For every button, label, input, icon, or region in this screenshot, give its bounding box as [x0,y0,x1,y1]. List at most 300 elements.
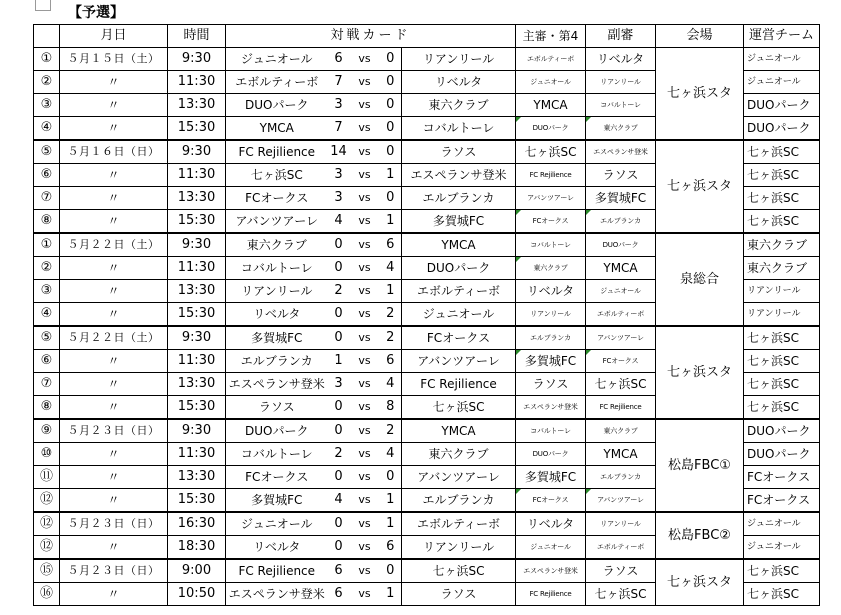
venue: 七ヶ浜スタ [656,48,744,141]
header-asst-ref: 副審 [586,25,656,48]
home-score: 6 [328,48,350,71]
vs-label: vs [350,303,380,327]
assistant-referee: ラソス [586,164,656,187]
home-team: リアンリール [226,280,328,303]
away-score: 0 [380,71,402,94]
match-time: 15:30 [168,489,226,513]
main-referee: リアンリール [516,303,586,327]
match-time: 13:30 [168,280,226,303]
match-number-cell [34,140,60,164]
match-time: 11:30 [168,71,226,94]
match-row [34,419,820,443]
header-row [34,25,820,48]
match-time: 9:30 [168,233,226,257]
away-score: 1 [380,512,402,536]
operating-team: 七ヶ浜SC [744,559,820,583]
away-score: 2 [380,326,402,350]
main-referee: 多賀城FC [516,466,586,489]
match-date: 〃 [60,396,168,420]
away-team: リアンリール [402,536,516,560]
match-number-cell [34,583,60,606]
match-number-cell [34,257,60,280]
home-team: DUOパーク [226,94,328,117]
match-number-cell [34,164,60,187]
match-date: 〃 [60,117,168,141]
match-time: 15:30 [168,303,226,327]
match-time: 11:30 [168,164,226,187]
match-number-cell [34,350,60,373]
assistant-referee: コバルトーレ [586,94,656,117]
away-team: エスペランサ登米 [402,164,516,187]
operating-team: ジュニオール [744,71,820,94]
match-number-cell [34,280,60,303]
away-score: 2 [380,419,402,443]
match-date: ５月２２日（土） [60,233,168,257]
away-team: アバンツアーレ [402,350,516,373]
operating-team: 東六クラブ [744,257,820,280]
operating-team: リアンリール [744,280,820,303]
assistant-referee: エルブランカ [586,210,656,234]
venue: 七ヶ浜スタ [656,559,744,606]
main-referee: FCオークス [516,210,586,234]
match-number-cell [34,512,60,536]
home-score: 7 [328,117,350,141]
home-score: 3 [328,94,350,117]
away-score: 6 [380,536,402,560]
main-referee: DUOパーク [516,117,586,141]
match-number-cell [34,373,60,396]
main-referee: ラソス [516,373,586,396]
away-score: 0 [380,559,402,583]
home-team: エスペランサ登米 [226,373,328,396]
main-referee: DUOパーク [516,443,586,466]
home-team: FCオークス [226,187,328,210]
home-score: 3 [328,373,350,396]
header-number [34,25,60,48]
vs-label: vs [350,489,380,513]
home-team: ジュニオール [226,48,328,71]
home-score: 3 [328,187,350,210]
match-number: ④ [40,120,53,135]
away-team: エボルティーボ [402,280,516,303]
match-number: ⑧ [40,213,53,228]
vs-label: vs [350,536,380,560]
home-score: 4 [328,489,350,513]
vs-label: vs [350,71,380,94]
home-team: リベルタ [226,536,328,560]
away-score: 0 [380,466,402,489]
match-number: ⑦ [40,376,53,391]
away-score: 2 [380,303,402,327]
match-number: ⑪ [39,469,53,484]
match-date: ５月２３日（日） [60,419,168,443]
home-score: 6 [328,583,350,606]
operating-team: FCオークス [744,489,820,513]
match-number-cell [34,71,60,94]
away-score: 0 [380,187,402,210]
away-team: エルブランカ [402,489,516,513]
away-score: 0 [380,140,402,164]
away-team: ジュニオール [402,303,516,327]
main-referee: ジュニオール [516,71,586,94]
assistant-referee: YMCA [586,443,656,466]
away-score: 1 [380,583,402,606]
away-score: 6 [380,233,402,257]
assistant-referee: 東六クラブ [586,419,656,443]
assistant-referee: エボルティーボ [586,303,656,327]
home-team: 多賀城FC [226,489,328,513]
header-date: 月日 [60,25,168,48]
vs-label: vs [350,419,380,443]
away-team: 東六クラブ [402,94,516,117]
match-number-cell [34,466,60,489]
home-score: 0 [328,233,350,257]
main-referee: エボルティーボ [516,48,586,71]
home-team: 東六クラブ [226,233,328,257]
header-match: 対戦カード [226,25,516,48]
match-number-cell [34,489,60,513]
assistant-referee: FC Rejilience [586,396,656,420]
match-date: ５月２２日（土） [60,326,168,350]
header-time: 時間 [168,25,226,48]
match-number-cell [34,303,60,327]
away-score: 0 [380,48,402,71]
away-team: 七ヶ浜SC [402,559,516,583]
match-date: 〃 [60,443,168,466]
assistant-referee: YMCA [586,257,656,280]
match-number-cell [34,117,60,141]
match-number-cell [34,210,60,234]
match-date: 〃 [60,187,168,210]
vs-label: vs [350,512,380,536]
home-score: 7 [328,71,350,94]
match-date: ５月２３日（日） [60,559,168,583]
operating-team: 七ヶ浜SC [744,373,820,396]
main-referee: 七ヶ浜SC [516,140,586,164]
vs-label: vs [350,396,380,420]
match-date: 〃 [60,71,168,94]
assistant-referee: DUOパーク [586,233,656,257]
match-number-cell [34,233,60,257]
match-date: 〃 [60,257,168,280]
away-score: 1 [380,164,402,187]
match-date: 〃 [60,489,168,513]
match-number-cell [34,326,60,350]
match-number: ⑥ [40,167,53,182]
assistant-referee: エスペランサ登米 [586,140,656,164]
main-referee: エルブランカ [516,326,586,350]
match-date: 〃 [60,583,168,606]
home-team: ラソス [226,396,328,420]
vs-label: vs [350,233,380,257]
away-team: DUOパーク [402,257,516,280]
home-score: 0 [328,466,350,489]
match-time: 18:30 [168,536,226,560]
vs-label: vs [350,187,380,210]
match-number: ⑨ [40,423,53,438]
main-referee: アバンツアーレ [516,187,586,210]
header-main-ref: 主審・第4 [516,25,586,48]
match-row [34,559,820,583]
away-team: 東六クラブ [402,443,516,466]
spreadsheet-cell-marker [35,0,51,11]
vs-label: vs [350,210,380,234]
home-score: 2 [328,443,350,466]
away-team: コバルトーレ [402,117,516,141]
match-number: ③ [40,283,53,298]
operating-team: 七ヶ浜SC [744,140,820,164]
match-time: 9:30 [168,326,226,350]
home-team: コバルトーレ [226,443,328,466]
vs-label: vs [350,140,380,164]
match-date: 〃 [60,373,168,396]
away-team: エルブランカ [402,187,516,210]
header-venue: 会場 [656,25,744,48]
match-number: ② [40,260,53,275]
match-number: ① [40,237,53,252]
venue: 泉総合 [656,233,744,326]
match-row [34,140,820,164]
assistant-referee: ラソス [586,559,656,583]
match-number-cell [34,48,60,71]
match-number-cell [34,559,60,583]
match-number: ⑥ [40,353,53,368]
home-score: 2 [328,280,350,303]
match-number: ⑤ [40,330,53,345]
venue: 七ヶ浜スタ [656,140,744,233]
operating-team: 東六クラブ [744,233,820,257]
home-team: FC Rejilience [226,559,328,583]
match-number: ⑧ [40,399,53,414]
away-score: 4 [380,257,402,280]
home-score: 0 [328,419,350,443]
main-referee: FCオークス [516,489,586,513]
main-referee: YMCA [516,94,586,117]
home-team: ジュニオール [226,512,328,536]
match-date: 〃 [60,303,168,327]
away-score: 0 [380,94,402,117]
main-referee: FC Rejilience [516,164,586,187]
home-score: 0 [328,536,350,560]
home-score: 0 [328,326,350,350]
home-score: 0 [328,396,350,420]
operating-team: DUOパーク [744,117,820,141]
operating-team: DUOパーク [744,443,820,466]
assistant-referee: 七ヶ浜SC [586,373,656,396]
venue: 松島FBC① [656,419,744,512]
vs-label: vs [350,559,380,583]
main-referee: エスペランサ登米 [516,396,586,420]
match-time: 11:30 [168,257,226,280]
match-time: 11:30 [168,350,226,373]
home-team: エスペランサ登米 [226,583,328,606]
match-number-cell [34,536,60,560]
operating-team: DUOパーク [744,419,820,443]
operating-team: 七ヶ浜SC [744,210,820,234]
match-number: ④ [40,306,53,321]
operating-team: ジュニオール [744,536,820,560]
away-score: 6 [380,350,402,373]
match-number: ⑮ [39,563,53,578]
away-team: 多賀城FC [402,210,516,234]
main-referee: コバルトーレ [516,233,586,257]
match-time: 9:00 [168,559,226,583]
match-date: 〃 [60,536,168,560]
vs-label: vs [350,48,380,71]
match-row [34,326,820,350]
match-time: 15:30 [168,396,226,420]
match-date: 〃 [60,466,168,489]
away-score: 4 [380,373,402,396]
operating-team: DUOパーク [744,94,820,117]
vs-label: vs [350,466,380,489]
match-number-cell [34,94,60,117]
match-date: ５月２３日（日） [60,512,168,536]
assistant-referee: ジュニオール [586,280,656,303]
match-time: 9:30 [168,419,226,443]
home-team: 多賀城FC [226,326,328,350]
assistant-referee: エボルティーボ [586,536,656,560]
vs-label: vs [350,280,380,303]
main-referee: FC Rejilience [516,583,586,606]
main-referee: 東六クラブ [516,257,586,280]
match-number-cell [34,419,60,443]
match-time: 9:30 [168,48,226,71]
operating-team: 七ヶ浜SC [744,583,820,606]
vs-label: vs [350,350,380,373]
operating-team: 七ヶ浜SC [744,350,820,373]
away-team: ラソス [402,140,516,164]
home-team: 七ヶ浜SC [226,164,328,187]
match-number-cell [34,396,60,420]
match-time: 16:30 [168,512,226,536]
vs-label: vs [350,117,380,141]
venue: 七ヶ浜スタ [656,326,744,419]
assistant-referee: 七ヶ浜SC [586,583,656,606]
match-time: 11:30 [168,443,226,466]
home-score: 0 [328,257,350,280]
vs-label: vs [350,326,380,350]
away-score: 4 [380,443,402,466]
away-score: 1 [380,210,402,234]
main-referee: エスペランサ登米 [516,559,586,583]
home-score: 3 [328,164,350,187]
match-number: ⑫ [39,516,53,531]
main-referee: リベルタ [516,280,586,303]
away-team: YMCA [402,233,516,257]
main-referee: ジュニオール [516,536,586,560]
match-number: ⑯ [39,586,53,601]
home-score: 0 [328,303,350,327]
home-team: FC Rejilience [226,140,328,164]
home-team: DUOパーク [226,419,328,443]
vs-label: vs [350,373,380,396]
operating-team: ジュニオール [744,48,820,71]
main-referee: コバルトーレ [516,419,586,443]
vs-label: vs [350,443,380,466]
match-date: 〃 [60,164,168,187]
match-date: 〃 [60,280,168,303]
match-time: 13:30 [168,187,226,210]
away-team: エボルティーボ [402,512,516,536]
match-row [34,512,820,536]
away-team: リベルタ [402,71,516,94]
home-score: 4 [328,210,350,234]
assistant-referee: アバンツアーレ [586,489,656,513]
away-score: 0 [380,117,402,141]
match-number: ⑫ [39,539,53,554]
match-number-cell [34,443,60,466]
match-time: 13:30 [168,466,226,489]
assistant-referee: リアンリール [586,71,656,94]
match-time: 13:30 [168,373,226,396]
match-number: ⑦ [40,190,53,205]
home-team: コバルトーレ [226,257,328,280]
operating-team: ジュニオール [744,512,820,536]
operating-team: 七ヶ浜SC [744,164,820,187]
vs-label: vs [350,583,380,606]
assistant-referee: リアンリール [586,512,656,536]
operating-team: 七ヶ浜SC [744,326,820,350]
match-number: ① [40,51,53,66]
home-team: エボルティーボ [226,71,328,94]
away-team: ラソス [402,583,516,606]
operating-team: リアンリール [744,303,820,327]
match-number: ⑤ [40,144,53,159]
home-score: 6 [328,559,350,583]
away-team: FCオークス [402,326,516,350]
main-referee: リベルタ [516,512,586,536]
assistant-referee: エルブランカ [586,466,656,489]
vs-label: vs [350,94,380,117]
match-time: 13:30 [168,94,226,117]
match-date: 〃 [60,94,168,117]
operating-team: 七ヶ浜SC [744,396,820,420]
assistant-referee: 東六クラブ [586,117,656,141]
home-team: エルブランカ [226,350,328,373]
venue: 松島FBC② [656,512,744,559]
page-heading: 【予選】 [68,5,124,21]
away-score: 1 [380,489,402,513]
assistant-referee: FCオークス [586,350,656,373]
match-row [34,233,820,257]
main-referee: 多賀城FC [516,350,586,373]
assistant-referee: アバンツアーレ [586,326,656,350]
match-date: 〃 [60,210,168,234]
home-team: アバンツアーレ [226,210,328,234]
home-score: 1 [328,350,350,373]
home-team: リベルタ [226,303,328,327]
match-number: ⑫ [39,492,53,507]
away-score: 8 [380,396,402,420]
home-score: 0 [328,512,350,536]
vs-label: vs [350,164,380,187]
match-date: ５月１６日（日） [60,140,168,164]
schedule-table [33,24,820,606]
assistant-referee: 多賀城FC [586,187,656,210]
match-number-cell [34,187,60,210]
header-operator: 運営チーム [744,25,820,48]
away-team: リアンリール [402,48,516,71]
match-number: ⑩ [40,446,53,461]
away-team: 七ヶ浜SC [402,396,516,420]
assistant-referee: リベルタ [586,48,656,71]
match-date: ５月１５日（土） [60,48,168,71]
match-time: 15:30 [168,210,226,234]
away-score: 1 [380,280,402,303]
match-time: 9:30 [168,140,226,164]
vs-label: vs [350,257,380,280]
